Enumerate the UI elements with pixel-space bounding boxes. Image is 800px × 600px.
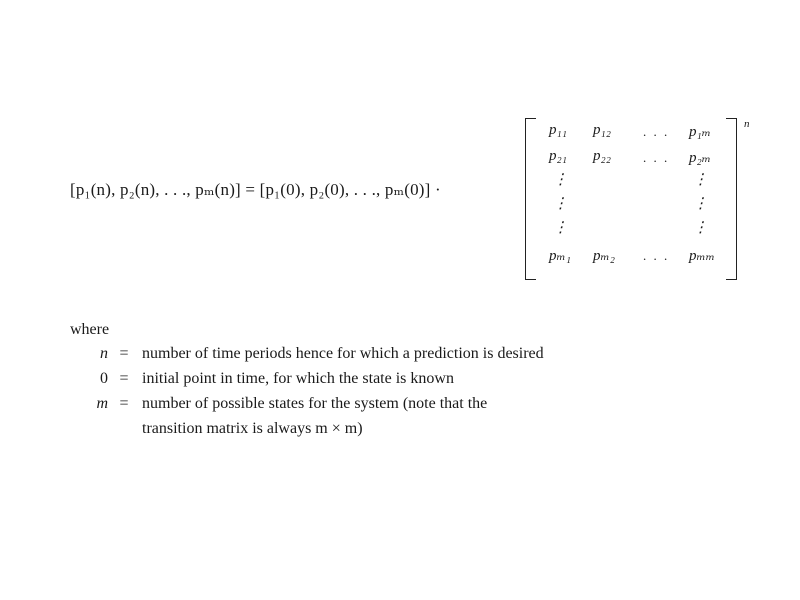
matrix-vdots-col1-c: ⋮ bbox=[553, 220, 568, 236]
matrix-cell-p21: p₂₁ bbox=[549, 148, 567, 164]
matrix-cell-p1m: p₁ₘ bbox=[689, 124, 711, 140]
equation-lhs: [p₁(n), p₂(n), . . ., pₘ(n)] = [p₁(0), p₂(0), . . ., pₘ(0)] · bbox=[70, 180, 441, 199]
matrix-left-bracket bbox=[525, 118, 536, 280]
matrix-vdots-col3-c: ⋮ bbox=[693, 220, 708, 236]
definition-text: transition matrix is always m × m) bbox=[142, 420, 363, 437]
definition-text: initial point in time, for which the state is known bbox=[142, 370, 454, 387]
matrix-cell-pm1: pₘ₁ bbox=[549, 248, 571, 264]
definition-equals: = bbox=[119, 370, 129, 387]
matrix-vdots-col1-b: ⋮ bbox=[553, 196, 568, 212]
definition-symbol: 0 bbox=[100, 370, 108, 387]
matrix-cell-pm2: pₘ₂ bbox=[593, 248, 615, 264]
matrix-cell-p11: p₁₁ bbox=[549, 122, 567, 138]
definition-text: number of possible states for the system (note that the bbox=[142, 395, 488, 412]
matrix-row2-ellipsis: . . . bbox=[643, 150, 670, 165]
matrix-cell-p2m: p₂ₘ bbox=[689, 150, 711, 166]
matrix-cell-p12: p₁₂ bbox=[593, 122, 611, 138]
definition-equals: = bbox=[119, 345, 129, 362]
matrix-vdots-col3-b: ⋮ bbox=[693, 196, 708, 212]
matrix-row1-ellipsis: . . . bbox=[643, 124, 670, 139]
definition-symbol: m bbox=[96, 395, 108, 412]
definition-equals: = bbox=[119, 395, 129, 412]
matrix-right-bracket bbox=[726, 118, 737, 280]
matrix-cell-pmm: pₘₘ bbox=[689, 248, 715, 264]
matrix-exponent: n bbox=[744, 118, 750, 130]
definition-symbol: n bbox=[100, 345, 108, 362]
matrix-vdots-col3-a: ⋮ bbox=[693, 172, 708, 188]
definition-text: number of time periods hence for which a prediction is desired bbox=[142, 345, 544, 362]
where-label: where bbox=[70, 321, 110, 338]
matrix-rowm-ellipsis: . . . bbox=[643, 248, 670, 263]
transition-matrix bbox=[525, 118, 737, 278]
matrix-vdots-col1-a: ⋮ bbox=[553, 172, 568, 188]
matrix-cell-p22: p₂₂ bbox=[593, 148, 611, 164]
